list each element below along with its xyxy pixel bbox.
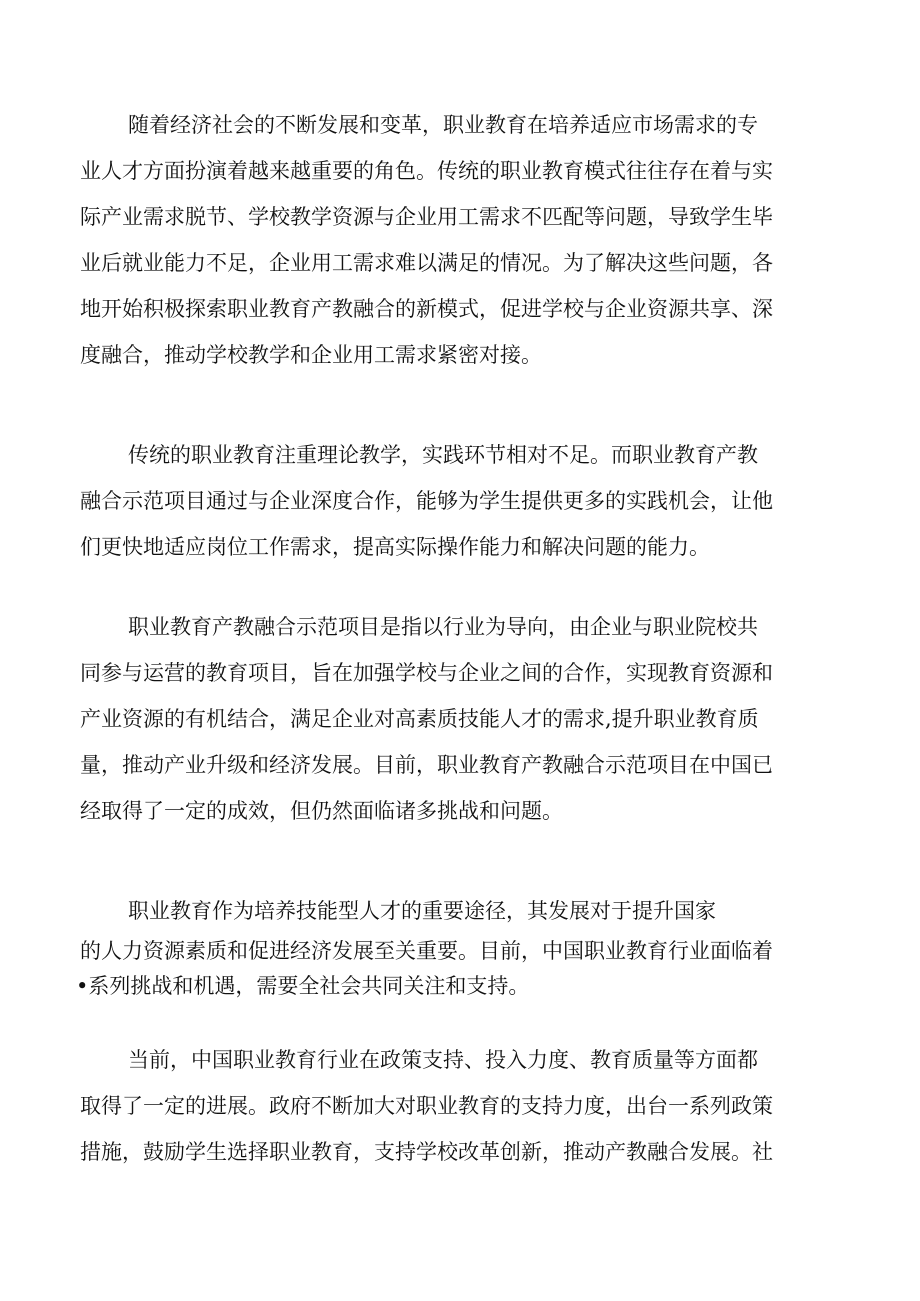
paragraph-3 <box>80 604 840 834</box>
text-line: 际产业需求脱节、学校教学资源与企业用工需求不匹配等问题，导致学生毕 <box>80 205 773 229</box>
text-line: 随着经济社会的不断发展和变革，职业教育在培养适应市场需求的专 <box>128 113 758 137</box>
text-line: 取得了一定的进展。政府不断加大对职业教育的支持力度，出台一系列政策 <box>80 1094 773 1118</box>
paragraph-5 <box>80 1037 840 1175</box>
text-line: 传统的职业教育注重理论教学，实践环节相对不足。而职业教育产教 <box>128 443 758 467</box>
paragraph-4 <box>76 888 840 1004</box>
text-line: 的人力资源素质和促进经济发展至关重要。目前，中国职业教育行业面临着 <box>80 939 773 963</box>
text-line: 经取得了一定的成效，但仍然面临诸多挑战和问题。 <box>80 799 563 823</box>
text-line: 业人才方面扮演着越来越重要的角色。传统的职业教育模式往往存在着与实 <box>80 159 773 183</box>
text-line: 当前，中国职业教育行业在政策支持、投入力度、教育质量等方面都 <box>128 1048 758 1072</box>
text-line: 职业教育产教融合示范项目是指以行业为导向，由企业与职业院校共 <box>128 615 758 639</box>
text-line: •系列挑战和机遇，需要全社会共同关注和支持。 <box>76 974 530 998</box>
text-line: 们更快地适应岗位工作需求，提高实际操作能力和解决问题的能力。 <box>80 535 710 559</box>
text-line: 同参与运营的教育项目，旨在加强学校与企业之间的合作，实现教育资源和 <box>80 661 773 685</box>
text-line: 产业资源的有机结合，满足企业对高素质技能人才的需求,提升职业教育质 <box>80 707 759 731</box>
text-line: 业后就业能力不足，企业用工需求难以满足的情况。为了解决这些问题，各 <box>80 251 773 275</box>
paragraph-1 <box>80 102 840 378</box>
text-line: 措施，鼓励学生选择职业教育，支持学校改革创新，推动产教融合发展。社 <box>80 1140 773 1164</box>
text-line: 度融合，推动学校教学和企业用工需求紧密对接。 <box>80 343 542 367</box>
text-line: 地开始积极探索职业教育产教融合的新模式，促进学校与企业资源共享、深 <box>80 297 773 321</box>
text-line: 融合示范项目通过与企业深度合作，能够为学生提供更多的实践机会，让他 <box>80 489 773 513</box>
text-line: 职业教育作为培养技能型人才的重要途径，其发展对于提升国家 <box>128 899 716 923</box>
text-line: 量，推动产业升级和经济发展。目前，职业教育产教融合示范项目在中国已 <box>80 753 773 777</box>
paragraph-2 <box>80 432 840 570</box>
